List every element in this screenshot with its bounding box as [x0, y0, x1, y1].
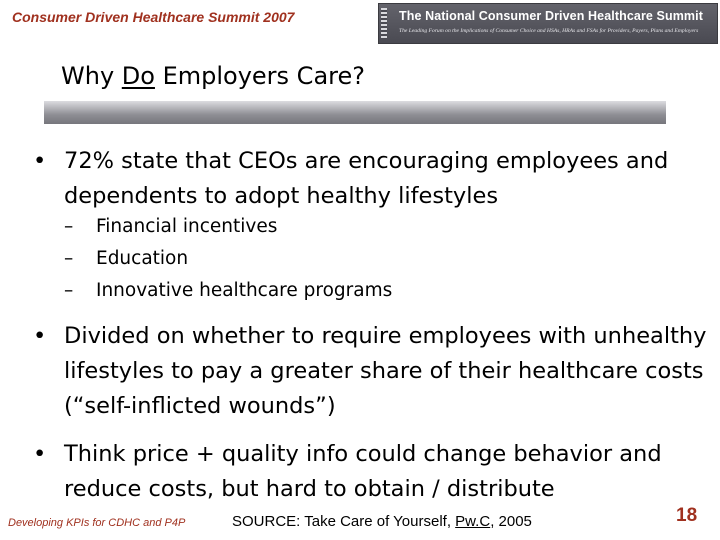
dash-icon: –	[64, 216, 74, 237]
bullet-item	[33, 144, 713, 214]
title-underline-bar	[44, 101, 666, 124]
sub-bullet-item	[64, 211, 392, 243]
bullet-item	[33, 437, 713, 507]
sub-bullet-text: Innovative healthcare programs	[96, 280, 393, 301]
title-suffix: Employers Care?	[154, 62, 365, 90]
banner-mark-icon	[381, 8, 387, 39]
slide-title	[61, 60, 365, 92]
banner-subtitle: The Leading Forum on the Implications of Consumer Choice and HSAs, HRAs and FSAs for Providers, Payers, Plans and Employers	[399, 28, 699, 34]
bullet-item	[33, 319, 713, 424]
sub-bullet-item	[64, 243, 392, 275]
bullet-icon: •	[33, 148, 47, 174]
title-prefix: Why	[61, 62, 122, 90]
title-underlined-word: Do	[121, 62, 155, 90]
bullet-icon: •	[33, 323, 47, 349]
summit-header-text: Consumer Driven Healthcare Summit 2007	[12, 9, 295, 25]
bullet-text: Divided on whether to require employees with unhealthy lifestyles to pay a greater share of their healthcare costs (“self-inflicted wounds”)	[64, 323, 707, 419]
dash-icon: –	[64, 280, 74, 301]
source-underlined: Pw.C	[455, 513, 491, 530]
sub-bullet-list	[64, 211, 392, 307]
dash-icon: –	[64, 248, 74, 269]
banner-title: The National Consumer Driven Healthcare Summit	[399, 9, 703, 23]
bullet-icon: •	[33, 441, 47, 467]
bullet-text: Think price + quality info could change behavior and reduce costs, but hard to obtain / distribute	[64, 441, 662, 502]
bullet-text: 72% state that CEOs are encouraging employees and dependents to adopt healthy lifestyles	[64, 148, 669, 209]
footer-course-title: Developing KPIs for CDHC and P4P	[8, 517, 186, 529]
footer-source	[232, 513, 532, 530]
page-number: 18	[676, 505, 698, 526]
source-suffix: , 2005	[490, 513, 532, 530]
sub-bullet-text: Financial incentives	[96, 216, 278, 237]
sub-bullet-text: Education	[96, 248, 189, 269]
source-prefix: SOURCE: Take Care of Yourself,	[232, 513, 456, 530]
summit-banner-logo	[378, 3, 718, 44]
sub-bullet-item	[64, 275, 392, 307]
